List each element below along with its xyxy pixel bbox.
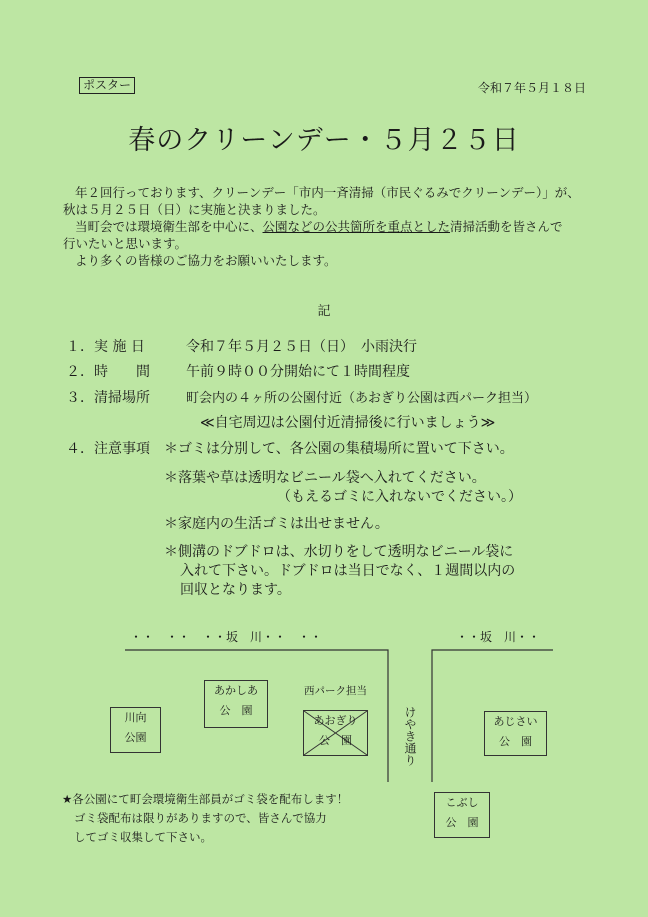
note-line: 入れて下さい。ドブドロは当日でなく、１週間以内の <box>180 563 516 579</box>
nishi-park-label: 西パーク担当 <box>304 685 367 697</box>
item-text: 午前９時００分開始にて１時間程度 <box>186 364 410 380</box>
footer-line: ゴミ袋配布は限りがありますので、皆さんで協力 <box>74 811 327 825</box>
item-text: 令和７年５月２５日（日） 小雨決行 <box>186 339 417 355</box>
item-number: ２． <box>66 364 94 380</box>
note-line: ＊側溝のドブドロは、水切りをして透明なビニール袋に <box>164 544 514 560</box>
intro-text: 当町会では環境衛生部を中心に、 <box>75 219 263 234</box>
item-number: １． <box>66 339 94 355</box>
intro-text: 清掃活動を皆さんで <box>450 219 563 234</box>
item-number: ４． <box>66 441 94 457</box>
intro-line: 秋は５月２５日（日）に実施と決まりました。 <box>63 202 326 217</box>
page-title: 春のクリーンデー・５月２５日 <box>128 125 520 156</box>
item-label: 清掃場所 <box>94 390 150 406</box>
park-name: 公 園 <box>319 734 352 747</box>
park-kobushi <box>434 792 490 838</box>
note-line: ＊落葉や草は透明なビニール袋へ入れてください。 <box>164 470 486 486</box>
street-label: けやき通り <box>403 706 417 766</box>
park-name: あじさい <box>493 715 538 728</box>
intro-line: より多くの皆様のご協力をお願いいたします。 <box>75 253 337 268</box>
park-name: こぶし <box>445 796 479 809</box>
intro-line: 行いたいと思います。 <box>63 236 188 251</box>
park-aogiri <box>303 710 368 756</box>
ki-heading: 記 <box>317 304 331 319</box>
park-kawamukai <box>110 707 161 753</box>
item-label: 実 施 日 <box>94 339 145 355</box>
item-label: 注意事項 <box>94 441 150 457</box>
park-name: あおぎり <box>313 714 358 727</box>
item-label: 時 間 <box>94 364 150 380</box>
footer-line: してゴミ収集して下さい。 <box>74 830 212 844</box>
park-name: 公 園 <box>499 735 532 748</box>
road-label-left: ・・ ・・ ・・坂 川・・ ・・ <box>130 630 323 644</box>
item-place-note: ≪自宅周辺は公園付近清掃後に行いましょう≫ <box>200 415 496 431</box>
poster-tag: ポスター <box>79 77 135 94</box>
park-akashia <box>204 680 268 728</box>
park-name: 公園 <box>124 731 147 744</box>
item-number: ３． <box>66 390 94 406</box>
park-name: あかしあ <box>214 684 258 697</box>
note-line: ＊ゴミは分別して、各公園の集積場所に置いて下さい。 <box>164 441 514 457</box>
park-name: 川向 <box>124 711 147 724</box>
footer-line: ★各公園にて町会環境衛生部員がゴミ袋を配布します！ <box>62 792 349 806</box>
issue-date: 令和７年５月１８日 <box>478 81 587 95</box>
park-ajisai <box>484 711 547 756</box>
note-line: 回収となります。 <box>180 582 291 598</box>
park-name: 公 園 <box>219 704 253 717</box>
road-label-right: ・・坂 川・・ <box>456 630 541 644</box>
item-text: 町会内の４ヶ所の公園付近（あおぎり公園は西パーク担当） <box>186 391 538 406</box>
footer-note <box>62 790 348 847</box>
park-name: 公 園 <box>445 816 479 829</box>
note-line: （もえるゴミに入れないでください。） <box>277 489 522 505</box>
intro-underline: 公園などの公共箇所を重点とした <box>262 219 451 234</box>
note-line: ＊家庭内の生活ゴミは出せません。 <box>164 516 389 532</box>
intro-line: 年２回行っております、クリーンデー「市内一斉清掃（市民ぐるみでクリーンデー）」が、 <box>75 185 580 200</box>
